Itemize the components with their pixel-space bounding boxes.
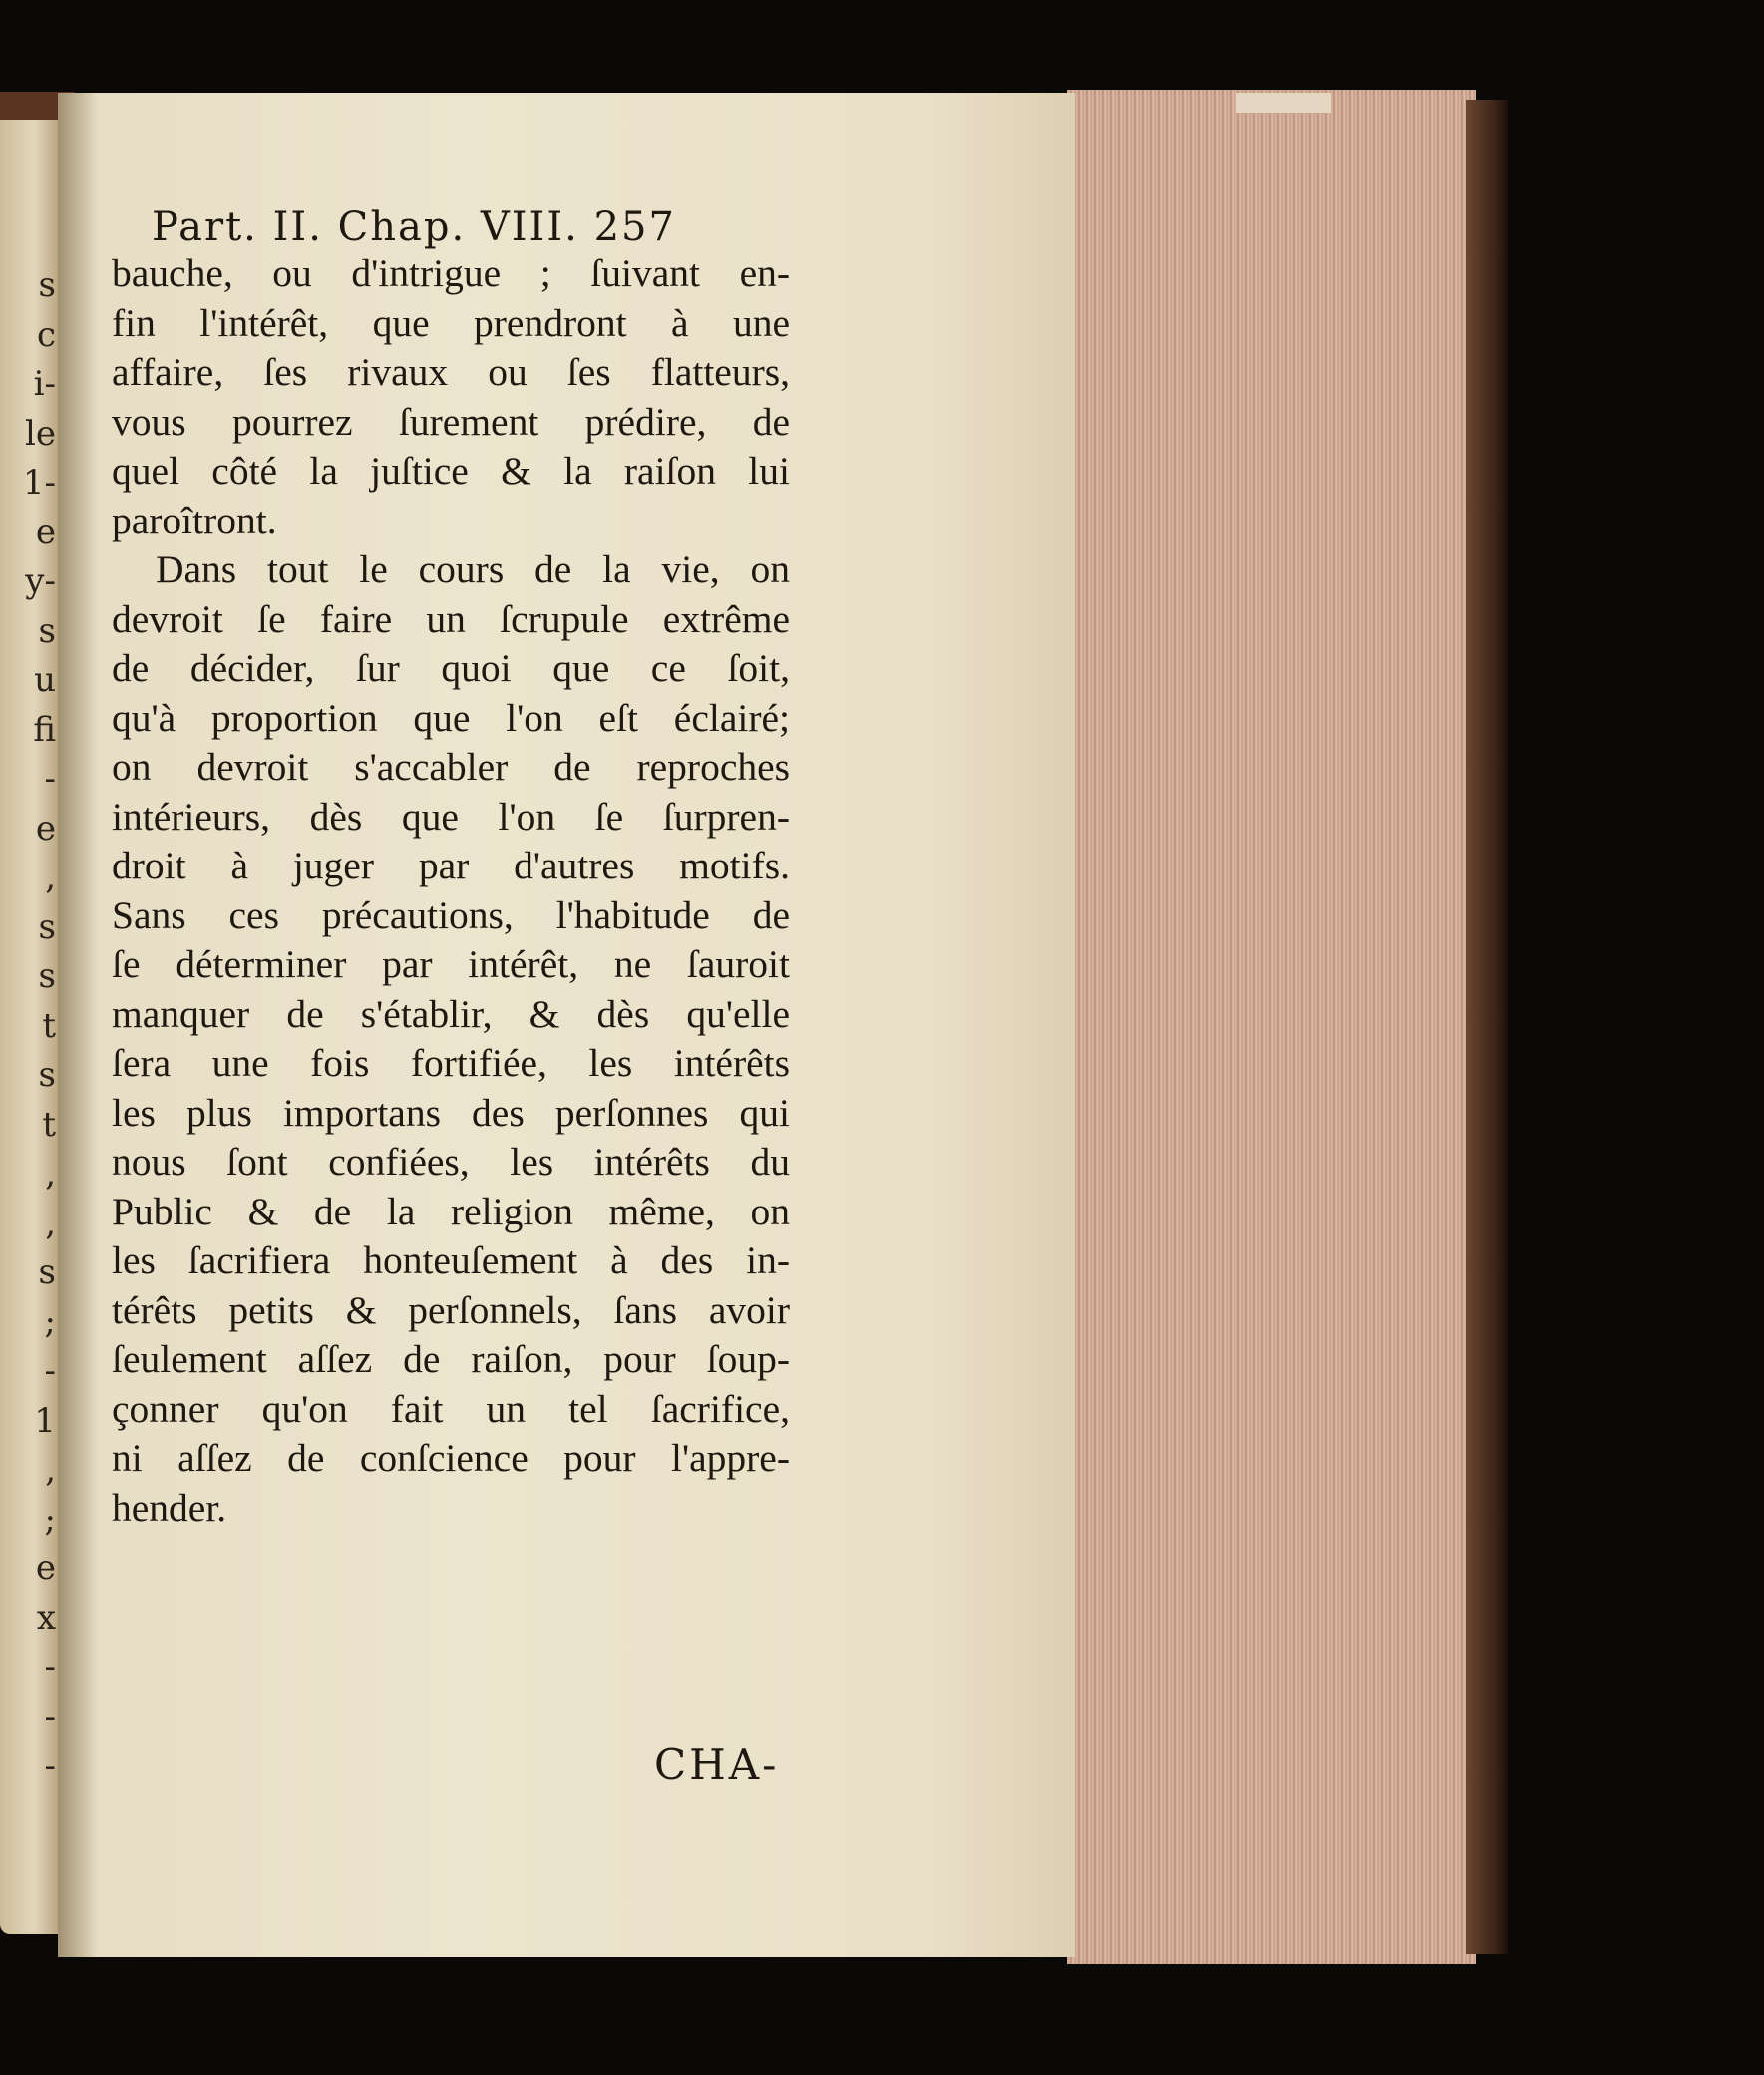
left-fragment: , bbox=[45, 1450, 56, 1490]
text-line: Public & de la religion même, on bbox=[112, 1189, 790, 1233]
left-fragment: y- bbox=[25, 561, 56, 601]
text-line: fin l'intérêt, que prendront à une bbox=[112, 300, 790, 345]
left-fragment: s bbox=[38, 906, 56, 947]
text-line: vous pourrez ſurement prédire, de bbox=[112, 399, 790, 444]
left-fragment: t bbox=[42, 1005, 56, 1046]
page-block-step bbox=[1236, 93, 1331, 113]
text-line: devroit ſe faire un ſcrupule extrême bbox=[112, 596, 790, 641]
page-block-edges bbox=[1067, 90, 1476, 1964]
text-line: bauche, ou d'intrigue ; ſuivant en- bbox=[112, 251, 790, 295]
text-line: qu'à proportion que l'on eſt éclairé; bbox=[112, 695, 790, 740]
text-line: ſera une fois fortifiée, les intérêts bbox=[112, 1041, 790, 1085]
left-fragment: s bbox=[38, 610, 56, 651]
previous-page-fragments bbox=[4, 261, 56, 1792]
text-line: nous ſont confiées, les intérêts du bbox=[112, 1140, 790, 1184]
text-line: les plus importans des perſonnes qui bbox=[112, 1090, 790, 1135]
text-line: térêts petits & perſonnels, ſans avoir bbox=[112, 1287, 790, 1332]
text-line: çonner qu'on fait un tel ſacrifice, bbox=[112, 1386, 790, 1431]
left-fragment: - bbox=[44, 1696, 56, 1737]
left-fragment: - bbox=[44, 759, 56, 799]
left-fragment: s bbox=[38, 1055, 56, 1095]
text-line: les ſacrifiera honteuſement à des in- bbox=[112, 1238, 790, 1282]
text-line: ſeulement aſſez de raiſon, pour ſoup- bbox=[112, 1337, 790, 1381]
left-fragment: ; bbox=[44, 1301, 56, 1342]
left-fragment: x bbox=[36, 1597, 56, 1638]
text-line: quel côté la juſtice & la raiſon lui bbox=[112, 449, 790, 493]
left-fragment: s bbox=[38, 1252, 56, 1292]
left-fragment: s bbox=[38, 265, 56, 305]
page-text bbox=[112, 199, 790, 1533]
left-fragment: , bbox=[45, 1154, 56, 1194]
catchword: CHA- bbox=[654, 1740, 780, 1789]
left-fragment: 1 bbox=[34, 1400, 56, 1441]
left-fragment: s bbox=[38, 956, 56, 996]
text-line: ſe déterminer par intérêt, ne ſauroit bbox=[112, 942, 790, 986]
left-fragment: - bbox=[44, 1746, 56, 1786]
left-fragment: t bbox=[42, 1104, 56, 1145]
left-fragment: u bbox=[34, 660, 56, 700]
paragraph-1 bbox=[112, 249, 790, 545]
left-fragment: - bbox=[44, 1647, 56, 1687]
text-line: on devroit s'accabler de reproches bbox=[112, 745, 790, 789]
left-fragment: e bbox=[35, 808, 56, 849]
left-fragment: , bbox=[45, 858, 56, 897]
text-line: Dans tout le cours de la vie, on bbox=[156, 547, 790, 591]
left-fragment: fi bbox=[33, 709, 56, 750]
left-fragment: i- bbox=[33, 364, 56, 404]
text-line: de décider, ſur quoi que ce ſoit, bbox=[112, 646, 790, 690]
left-fragment: le bbox=[25, 413, 56, 454]
text-line: affaire, ſes rivaux ou ſes flatteurs, bbox=[112, 350, 790, 394]
running-head: Part. II. Chap. VIII. 257 bbox=[152, 204, 676, 250]
text-line: ni aſſez de conſcience pour l'appre- bbox=[112, 1436, 790, 1480]
left-fragment: 1- bbox=[22, 463, 56, 503]
left-fragment: e bbox=[35, 1549, 56, 1588]
text-line: manquer de s'établir, & dès qu'elle bbox=[112, 991, 790, 1036]
left-fragment: c bbox=[36, 314, 56, 355]
text-line: Sans ces précautions, l'habitude de bbox=[112, 892, 790, 937]
book-spine bbox=[1466, 100, 1508, 1954]
text-line: intérieurs, dès que l'on ſe ſurpren- bbox=[112, 794, 790, 839]
text-line: droit à juger par d'autres motifs. bbox=[112, 844, 790, 887]
text-line: hender. bbox=[112, 1485, 227, 1530]
left-fragment: - bbox=[44, 1351, 56, 1391]
text-line: paroîtront. bbox=[112, 498, 277, 542]
left-fragment: e bbox=[35, 512, 56, 552]
gutter-shadow bbox=[58, 93, 98, 1957]
paragraph-2 bbox=[112, 545, 790, 1533]
left-fragment: , bbox=[45, 1203, 56, 1243]
left-fragment: ; bbox=[44, 1499, 56, 1540]
